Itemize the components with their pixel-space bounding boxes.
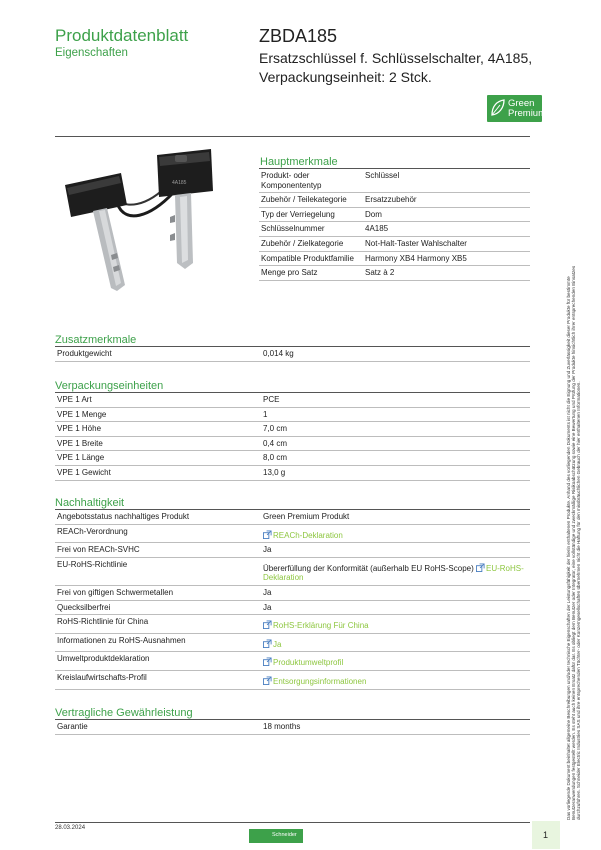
row-value: Schlüssel [365, 171, 400, 180]
table-row [259, 193, 530, 208]
row-value: Green Premium Produkt [263, 512, 350, 521]
row-value: 0,014 kg [263, 349, 294, 358]
external-link-icon [263, 620, 272, 629]
external-link-icon [263, 676, 272, 685]
table-row [259, 236, 530, 251]
row-value-cell [363, 236, 530, 251]
page-subtitle: Eigenschaften [55, 47, 128, 59]
table-row [55, 407, 530, 422]
table-row [259, 222, 530, 237]
row-label: Angebotsstatus nachhaltiges Produkt [55, 510, 261, 524]
row-value-cell [261, 407, 530, 422]
table-row [259, 266, 530, 281]
row-value: Ja [263, 587, 272, 597]
row-value: 8,0 cm [263, 453, 288, 463]
row-label: Kompatible Produktfamilie [259, 251, 363, 266]
row-label: VPE 1 Gewicht [55, 465, 261, 480]
row-value-cell [261, 393, 530, 407]
section-title-additional-features: Zusatzmerkmale [55, 334, 137, 346]
table-row [55, 652, 530, 671]
row-value: 4A185 [365, 224, 389, 234]
row-value: 7,0 cm [263, 424, 288, 434]
external-link-icon [263, 639, 272, 648]
section-title-contract: Vertragliche Gewährleistung [55, 707, 193, 719]
row-value: 0,4 cm [263, 438, 288, 448]
row-label: Informationen zu RoHS-Ausnahmen [55, 633, 261, 652]
table-row [55, 422, 530, 437]
document-link[interactable]: Produktumweltprofil [273, 658, 344, 668]
legal-disclaimer: Das vorliegende Dokument beinhaltet allgemeine Beschreibungen und/oder technische Eigenschaften der Leistungsfähigkeit der hierin enthaltenen Produkte. Anhand des vorliegenden Dokuments ist nicht die Eignung und Zuverlässigkeit dieser Produkte für bestimmte Benutzeranwendungen festgestellt werden. Es steht auch keinen Ersatz dafür dar. Es obliegt dem Benutzer oder Integrator, eine vollständige und zweckmäßige Risikoabschätzung sowie eine Bewertung und Prüfung der Produkte hinsichtlich ihrer entsprechenden Einsatzes durchzuführen. Schneider Electric Industries SAS und ihre entsprechenden Töchter- oder Konzerngesellschaften übernehmen nicht die Haftung für den missbräuchlichen Gebrauch der hier enthaltenen Informationen. [566, 265, 582, 820]
table-row [55, 451, 530, 466]
table-row [55, 465, 530, 480]
row-label: Zubehör / Teilekategorie [259, 193, 363, 208]
table-row [259, 251, 530, 266]
document-link[interactable]: REACh-Deklaration [273, 530, 343, 540]
schneider-logo [249, 829, 303, 843]
row-label: VPE 1 Menge [55, 407, 261, 422]
table-row [55, 615, 530, 634]
row-label: RoHS-Richtlinie für China [55, 615, 261, 634]
row-value-cell [363, 207, 530, 222]
row-value-cell [261, 585, 530, 600]
row-value-cell [363, 222, 530, 237]
row-value-cell [363, 193, 530, 208]
row-value: 13,0 g [263, 467, 286, 477]
row-value-cell[interactable] [261, 557, 530, 585]
document-link[interactable]: EU-RoHS-Deklaration [263, 563, 524, 583]
footer-divider [55, 822, 530, 823]
leaf-icon [490, 99, 506, 117]
row-value: Harmony XB4 Harmony XB5 [365, 253, 467, 263]
table-row [259, 169, 530, 193]
row-value: 18 months [263, 722, 301, 731]
row-value-cell [363, 251, 530, 266]
row-value-cell[interactable] [261, 615, 530, 634]
page-number: 1 [543, 830, 549, 840]
logo-text: Schneider [272, 832, 297, 838]
svg-text:4A185: 4A185 [172, 180, 187, 186]
table-row [55, 557, 530, 585]
page-title: Produktdatenblatt [55, 26, 189, 45]
row-value: Ersatzzubehör [365, 195, 417, 205]
row-value: Satz à 2 [365, 268, 395, 278]
row-label: Produktgewicht [55, 347, 261, 361]
table-row [55, 633, 530, 652]
row-label: EU-RoHS-Richtlinie [55, 557, 261, 585]
table-row [55, 393, 530, 407]
document-link[interactable]: RoHS-Erklärung Für China [273, 621, 369, 631]
packaging-table [55, 393, 530, 481]
table-row [55, 524, 530, 543]
contract-table [55, 720, 530, 735]
row-value-cell[interactable] [261, 633, 530, 652]
page-number-box [532, 821, 560, 849]
document-link[interactable]: Ja [273, 639, 282, 649]
row-value: PCE [263, 395, 280, 404]
row-value: Ja [263, 602, 272, 612]
external-link-icon [476, 563, 485, 572]
left-key [65, 173, 127, 291]
row-label: Produkt- oder Komponententyp [259, 169, 363, 193]
green-premium-badge [487, 95, 556, 122]
row-value: Dom [365, 209, 382, 219]
external-link-icon [263, 657, 272, 666]
row-label: Kreislaufwirtschafts-Profil [55, 670, 261, 689]
table-row [55, 585, 530, 600]
badge-line2: Premium™ [508, 108, 556, 119]
row-label: Zubehör / Zielkategorie [259, 236, 363, 251]
external-link-icon [263, 530, 272, 539]
row-value-cell [363, 266, 530, 281]
row-label: Garantie [55, 720, 261, 734]
row-value-cell[interactable] [261, 670, 530, 689]
section-title-sustainability: Nachhaltigkeit [55, 497, 125, 509]
row-value-cell [261, 436, 530, 451]
row-value-cell [261, 451, 530, 466]
section-title-main-features: Hauptmerkmale [260, 156, 338, 168]
row-label: VPE 1 Art [55, 393, 261, 407]
table-row [55, 436, 530, 451]
row-label: Frei von REACh-SVHC [55, 543, 261, 558]
row-value-cell [363, 169, 530, 193]
row-value: Ja [263, 545, 272, 555]
product-image [55, 145, 235, 295]
row-label: Umweltproduktdeklaration [55, 652, 261, 671]
row-label: Typ der Verriegelung [259, 207, 363, 222]
row-value-cell [261, 422, 530, 437]
table-row [55, 510, 530, 524]
row-value-cell [261, 347, 530, 361]
main-features-table [259, 169, 530, 281]
row-label: REACh-Verordnung [55, 524, 261, 543]
right-key [157, 149, 213, 269]
row-label: VPE 1 Höhe [55, 422, 261, 437]
row-value: 1 [263, 409, 268, 419]
table-row [55, 600, 530, 615]
table-row [55, 347, 530, 361]
row-label: VPE 1 Breite [55, 436, 261, 451]
row-label: Menge pro Satz [259, 266, 363, 281]
row-value-cell [261, 543, 530, 558]
table-row [259, 207, 530, 222]
product-code: ZBDA185 [259, 26, 338, 46]
document-date: 28.03.2024 [55, 825, 86, 831]
table-row [55, 543, 530, 558]
header-divider [55, 136, 530, 137]
section-title-packaging: Verpackungseinheiten [55, 380, 164, 392]
badge-line1: Green [508, 98, 535, 109]
row-value-cell [261, 600, 530, 615]
document-link[interactable]: Entsorgungsinformationen [273, 676, 367, 686]
row-value-cell [261, 465, 530, 480]
row-label: Schlüsselnummer [259, 222, 363, 237]
row-label: VPE 1 Länge [55, 451, 261, 466]
row-value-cell [261, 720, 530, 734]
row-label: Frei von giftigen Schwermetallen [55, 585, 261, 600]
row-value: Not-Halt-Taster Wahlschalter [365, 238, 467, 248]
table-row [55, 720, 530, 734]
row-value-cell[interactable] [261, 652, 530, 671]
row-value: Übererfüllung der Konformität (außerhalb EU RoHS-Scope) [263, 563, 474, 573]
row-label: Quecksilberfrei [55, 600, 261, 615]
table-row [55, 670, 530, 689]
row-value-cell[interactable] [261, 524, 530, 543]
sustainability-table [55, 510, 530, 690]
additional-features-table [55, 347, 530, 362]
product-description: Ersatzschlüssel f. Schlüsselschalter, 4A185, Verpackungseinheit: 2 Stck. [259, 50, 533, 85]
row-value-cell [261, 510, 530, 524]
